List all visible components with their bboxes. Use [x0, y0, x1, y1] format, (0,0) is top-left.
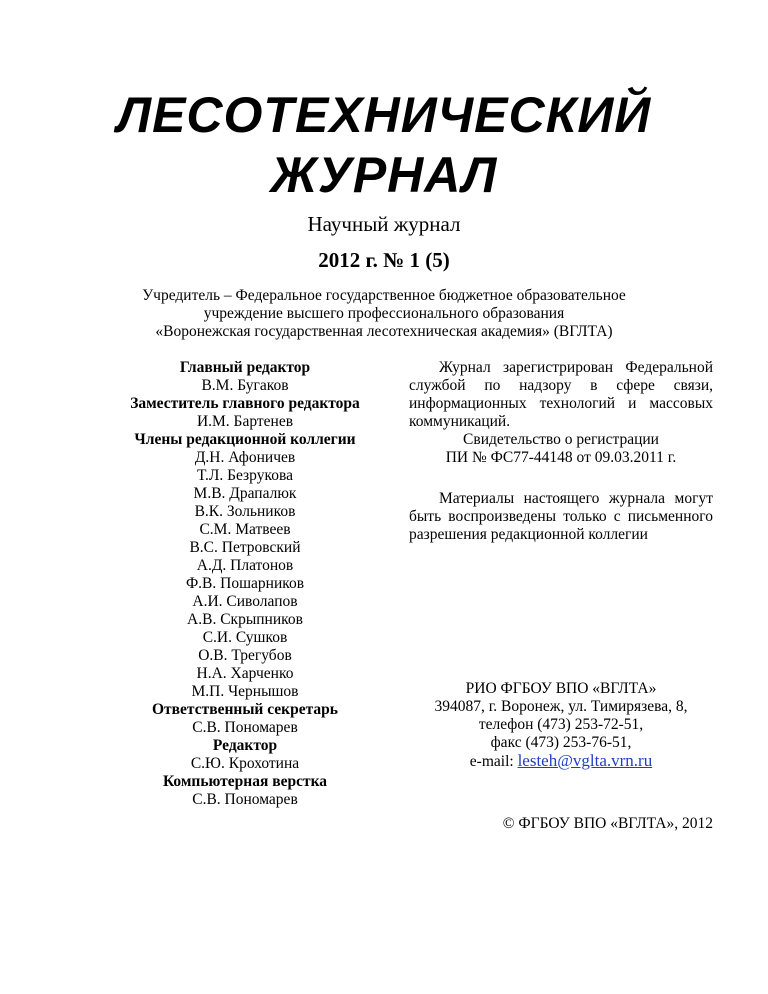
copyright-notice: Материалы настоящего журнала могут быть воспроизведены только с письменного разрешения редакционной коллегии [409, 490, 713, 543]
email-link[interactable]: lesteh@vglta.vrn.ru [517, 751, 653, 770]
board-member: В.К. Зольников [194, 503, 296, 520]
editor-role: Редактор [212, 737, 278, 754]
board-members-role: Члены редакционной коллегии [134, 431, 356, 448]
board-member: М.П. Чернышов [191, 683, 299, 700]
founder-line: Учредитель – Федеральное государственное бюджетное образовательное [142, 287, 626, 304]
board-member: В.С. Петровский [189, 539, 301, 556]
deputy-editor-name: И.М. Бартенев [196, 413, 294, 430]
board-member: О.В. Трегубов [198, 647, 292, 664]
contacts-block [409, 680, 713, 771]
email-label: e-mail: [469, 753, 514, 770]
certificate-label: Свидетельство о регистрации [463, 431, 659, 448]
board-member: Н.А. Харченко [196, 665, 294, 682]
board-member: Т.Л. Безрукова [197, 467, 293, 484]
editor-name: С.Ю. Крохотина [190, 755, 300, 772]
founder-line: «Воронежская государственная лесотехническая академия» (ВГЛТА) [155, 323, 613, 340]
board-member: Д.Н. Афоничев [194, 449, 296, 466]
board-member: М.В. Драпалюк [193, 485, 297, 502]
chief-editor-role: Главный редактор [179, 359, 311, 376]
board-member: А.В. Скрыпников [187, 611, 303, 628]
chief-editor-name: В.М. Бугаков [201, 377, 289, 394]
founder-line: учреждение высшего профессионального образования [203, 305, 565, 322]
publisher-fax: факс (473) 253-76-51, [490, 734, 632, 751]
publisher-phone: телефон (473) 253-72-51, [478, 716, 644, 733]
board-member: С.М. Матвеев [199, 521, 291, 538]
journal-title-line1: ЛЕСОТЕХНИЧЕСКИЙ [116, 87, 652, 143]
secretary-role: Ответственный секретарь [152, 701, 338, 718]
certificate-number: ПИ № ФС77-44148 от 09.03.2011 г. [445, 449, 677, 466]
board-member: С.И. Сушков [202, 629, 288, 646]
founder-block [90, 287, 678, 341]
secretary-name: С.В. Пономарев [192, 719, 298, 736]
publisher-org: РИО ФГБОУ ВПО «ВГЛТА» [465, 680, 657, 697]
board-member: Ф.В. Пошарников [185, 575, 305, 592]
issue-number: 2012 г. № 1 (5) [318, 248, 450, 272]
deputy-editor-role: Заместитель главного редактора [130, 395, 360, 412]
registration-certificate [409, 431, 713, 467]
publisher-email-row [409, 752, 713, 771]
editorial-board [100, 359, 390, 809]
layout-name: С.В. Пономарев [192, 791, 298, 808]
publisher-address: 394087, г. Воронеж, ул. Тимирязева, 8, [434, 698, 688, 715]
journal-subtitle: Научный журнал [307, 212, 461, 236]
layout-role: Компьютерная верстка [162, 773, 328, 790]
board-member: А.И. Сиволапов [192, 593, 298, 610]
journal-title-line2: ЖУРНАЛ [270, 147, 498, 203]
board-member: А.Д. Платонов [196, 557, 294, 574]
registration-text: Журнал зарегистрирован Федеральной службой по надзору в сфере связи, информационных технологий и массовых коммуникаций. [409, 359, 713, 430]
copyright-line: © ФГБОУ ВПО «ВГЛТА», 2012 [502, 815, 713, 832]
